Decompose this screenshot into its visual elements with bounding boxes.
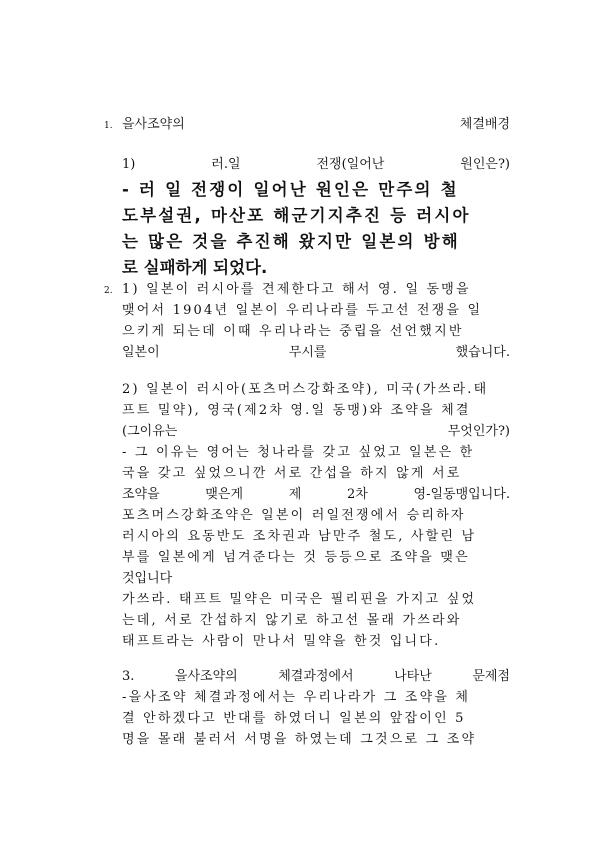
katsura-line (122, 631, 510, 652)
sub1-title-word: 원인은?) (460, 157, 510, 172)
text-line: - 러 일 전쟁이 일어난 원인은 만주의 철 (122, 180, 459, 199)
section-2-number: 2. (104, 286, 113, 296)
sub1-body-line (122, 203, 510, 228)
para1-line (122, 321, 510, 342)
text-word: (그이유는 (122, 424, 178, 439)
text-line: 는 많은 것을 추진해 왔지만 일본의 방해 (122, 232, 460, 251)
para2-question (122, 421, 510, 442)
text-word: 제 (288, 487, 302, 502)
para1-line (122, 300, 510, 321)
text-line: 으키게 되는데 이때 우리나라는 중립을 선언했지반 (122, 324, 464, 339)
para2-line (122, 379, 510, 400)
text-word: 체결과정에서 (278, 669, 354, 684)
portsmouth-line (122, 505, 510, 526)
text-line: 부를 일본에게 넘겨준다는 것 등등으로 조약을 맺은 (122, 550, 470, 565)
text-word: 나타난 (394, 669, 432, 684)
para2-line (122, 400, 510, 421)
text-line: 결 안하겠다고 반대를 하였더니 일본의 앞잡이인 5 (122, 711, 466, 726)
text-word: 조약을 (122, 487, 160, 502)
text-line: 러시아의 요동반도 조차권과 남만주 철도, 사할린 남 (122, 529, 477, 544)
text-line: 가쓰라. 태프트 밀약은 미국은 필리핀을 가지고 싶었 (122, 592, 477, 607)
text-word: 을사조약의 (174, 669, 238, 684)
text-line: 것입니다 (122, 571, 173, 586)
text-line: 도부설권, 마산포 해군기지추진 등 러시아 (122, 206, 471, 225)
section-3-line (122, 729, 510, 750)
sub1-body-line (122, 177, 510, 202)
portsmouth-line (122, 526, 510, 547)
section-3-line (122, 687, 510, 708)
text-word: 3. (122, 669, 135, 684)
sub1-title-word: 전쟁(일어난 (316, 157, 385, 172)
text-word: 무엇인가?) (447, 424, 510, 439)
para1-line (122, 279, 510, 300)
sub1-title (122, 154, 510, 175)
section-1-heading (122, 114, 510, 135)
text-line: -을사조약 체결과정에서는 우리나라가 그 조약을 체 (122, 690, 471, 705)
para2-last-line (122, 484, 510, 505)
heading-right: 체결배경 (459, 117, 510, 132)
sub1-title-word: 러.일 (211, 157, 241, 172)
para2-body-line (122, 463, 510, 484)
text-line: 로 실패하게 되었다. (122, 258, 268, 277)
sub1-body-line (122, 229, 510, 254)
katsura-line (122, 589, 510, 610)
text-word: 일본이 (122, 345, 160, 360)
text-line: 맺어서 1904년 일본이 우리나라를 두고선 전쟁을 일 (122, 303, 483, 318)
text-line: 프트 밀약), 영국(제2차 영.일 동맹)와 조약을 체결 (122, 403, 471, 418)
katsura-line (122, 610, 510, 631)
para2-body-line (122, 442, 510, 463)
portsmouth-line (122, 547, 510, 568)
text-word: 2차 (347, 487, 368, 502)
text-line: 국을 갖고 싶었으니깐 서로 간섭을 하지 않게 서로 (122, 466, 462, 481)
text-word: 했습니다. (455, 345, 510, 360)
text-line: 명을 몰래 불러서 서명을 하였는데 그것으로 그 조약 (122, 732, 477, 747)
section-1-number: 1. (104, 121, 113, 131)
text-word: 영-일동맹입니다. (413, 487, 510, 502)
portsmouth-line (122, 568, 510, 589)
text-line: 1) 일본이 러시아를 견제한다고 해서 영. 일 동맹을 (122, 282, 471, 297)
text-line: 2) 일본이 러시아(포츠머스강화조약), 미국(가쓰라.태 (122, 382, 489, 397)
text-word: 무시를 (288, 345, 327, 360)
text-line: 는데, 서로 간섭하지 않기로 하고선 몰래 가쓰라와 (122, 613, 462, 628)
para1-last-line (122, 342, 510, 363)
sub1-body-line (122, 255, 510, 280)
heading-left: 을사조약의 (122, 117, 185, 132)
section-3-line (122, 708, 510, 729)
section-3-title (122, 666, 510, 687)
text-word: 문제점 (472, 669, 510, 684)
sub1-title-word: 1) (122, 157, 136, 172)
text-line: 태프트라는 사람이 만나서 밀약을 한것 입니다. (122, 634, 441, 649)
text-line: - 그 이유는 영어는 청나라를 갖고 싶었고 일본은 한 (122, 445, 475, 460)
text-line: 포츠머스강화조약은 일본이 러일전쟁에서 승리하자 (122, 508, 466, 523)
text-word: 맺은게 (205, 487, 244, 502)
